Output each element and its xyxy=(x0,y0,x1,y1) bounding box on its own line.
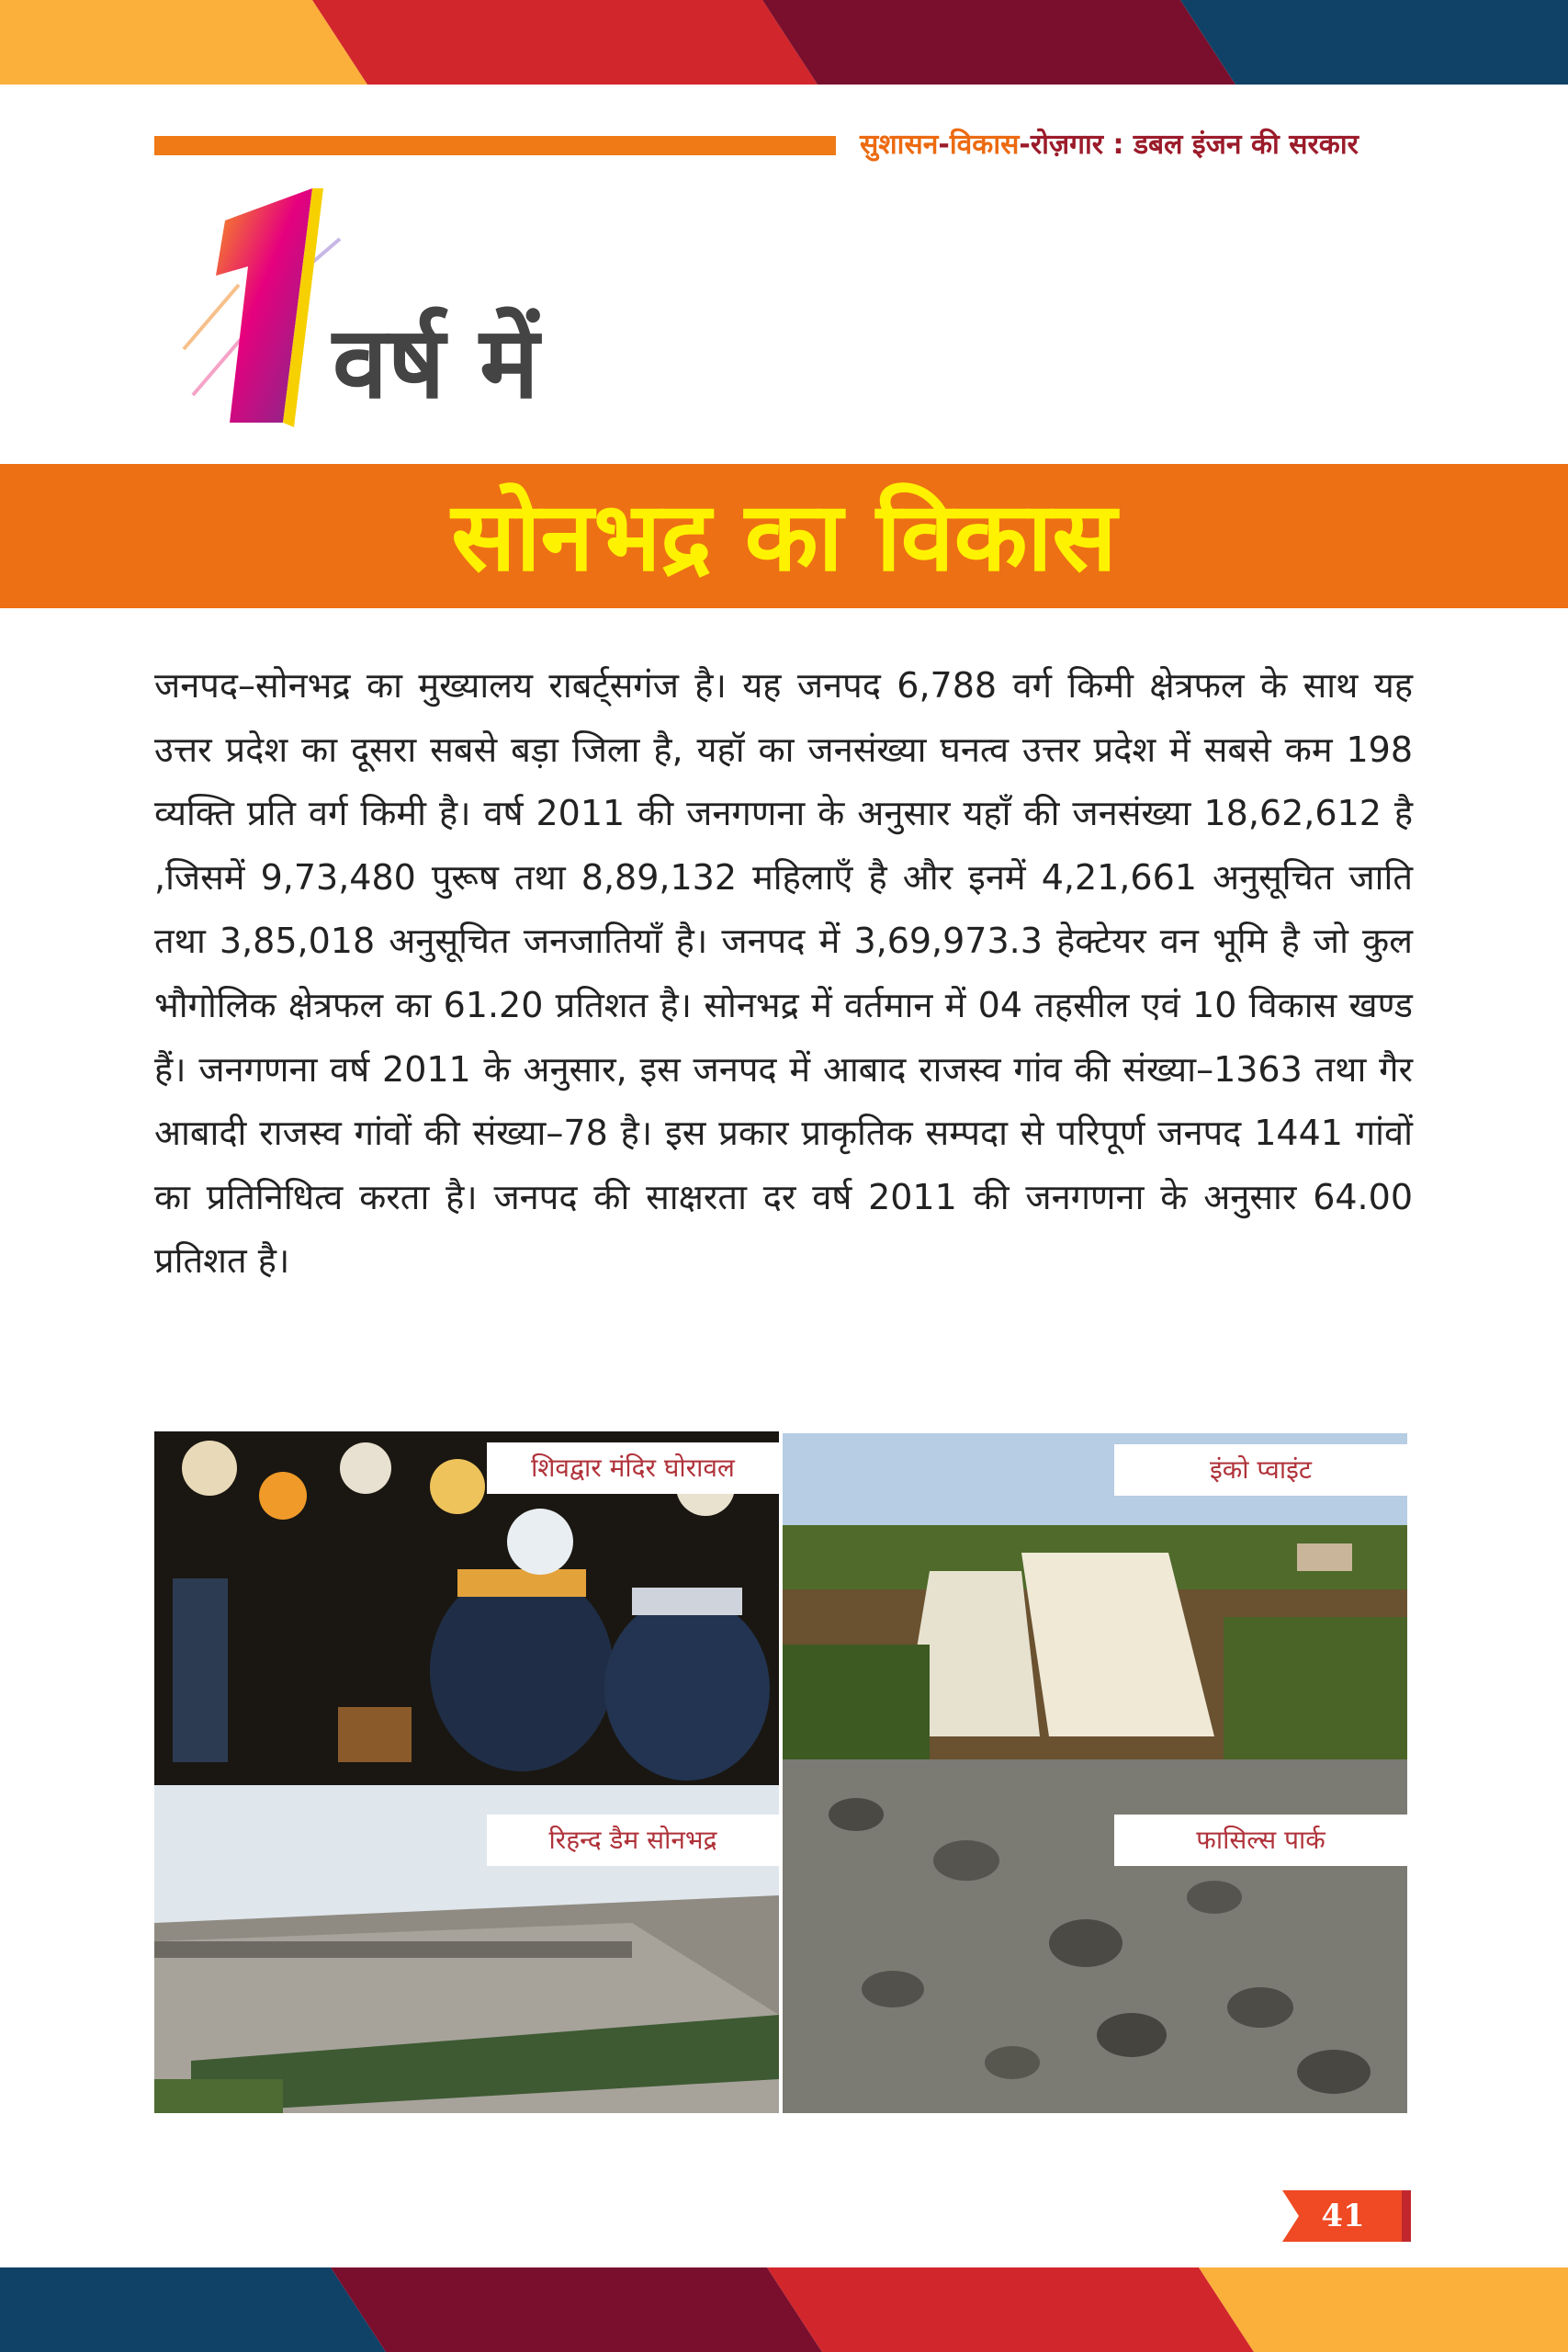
photo-fossils-park xyxy=(783,1759,1407,2113)
body-paragraph: जनपद–सोनभद्र का मुख्यालय राबर्ट्सगंज है। यह जनपद 6,788 वर्ग किमी क्षेत्रफल के साथ यह उत्तर प्रदेश का दूसरा सबसे बड़ा जिला है, यहॉ का जनसंख्या घनत्व उत्तर प्रदेश में सबसे कम 198 व्यक्ति प्रति वर्ग किमी है। वर्ष 2011 की जनगणना के अनुसार यहाँ की जनसंख्या 18,62,612 है ,जिसमें 9,73,480 पुरूष तथा 8,89,132 महिलाएँ है और इनमें 4,21,661 अनुसूचित जाति तथा 3,85,018 अनुसूचित जनजातियाँ है। जनपद में 3,69,973.3 हेक्टेयर वन भूमि है जो कुल भौगोलिक क्षेत्रफल का 61.20 प्रतिशत है। सोनभद्र में वर्तमान में 04 तहसील एवं 10 विकास खण्ड हैं। जनगणना वर्ष 2011 के अनुसार, इस जनपद में आबाद राजस्व गांव की संख्या–1363 तथा गैर आबादी राजस्व गांवों की संख्या–78 है। इस प्रकार प्राकृतिक सम्पदा से परिपूर्ण जनपद 1441 गांवों का प्रतिनिधित्व करता है। जनपद की साक्षरता दर वर्ष 2011 की जनगणना के अनुसार 64.00 प्रतिशत है। xyxy=(154,665,1413,1282)
top-color-band xyxy=(0,0,1568,85)
bottom-color-band xyxy=(0,2267,1568,2352)
photo-caption: फासिल्स पार्क xyxy=(1114,1815,1407,1866)
page-number: 41 xyxy=(1321,2198,1365,2234)
tagline-part-3: रोज़गार : डबल इंजन की सरकार xyxy=(1030,129,1359,161)
page-title: सोनभद्र का विकास xyxy=(451,480,1117,593)
subtitle-year: वर्ष में xyxy=(333,305,539,421)
tagline-part-2: विकास xyxy=(949,129,1020,161)
photo-caption: रिहन्द डैम सोनभद्र xyxy=(487,1815,779,1866)
year-numeral-graphic xyxy=(175,184,358,441)
tagline-separator: - xyxy=(1019,129,1031,161)
header-rule xyxy=(154,136,836,155)
tagline-part-1: सुशासन xyxy=(860,129,939,161)
tagline-separator: - xyxy=(938,129,950,161)
header-tagline xyxy=(860,127,1411,164)
photo-caption: इंको प्वाइंट xyxy=(1114,1444,1407,1496)
photo-caption: शिवद्वार मंदिर घोरावल xyxy=(487,1442,779,1494)
